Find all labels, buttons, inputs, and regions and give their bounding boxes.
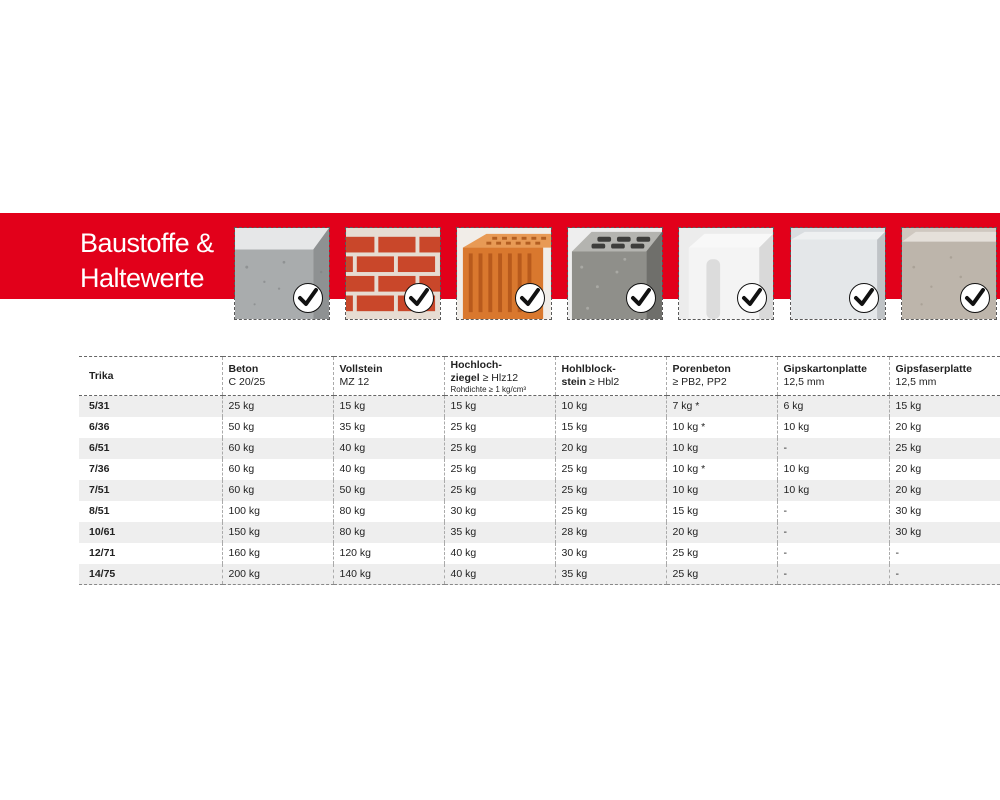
header-sublabel: MZ 12 xyxy=(339,376,370,388)
table-cell: 15 kg xyxy=(444,396,555,417)
table-cell: 7/51 xyxy=(79,480,222,501)
table-cell: 25 kg xyxy=(222,396,333,417)
header-label-2: ziegel xyxy=(450,372,480,384)
table-row xyxy=(79,417,1000,438)
table-cell: 7/36 xyxy=(89,463,110,475)
table-cell: 25 kg xyxy=(555,480,666,501)
table-cell: 15 kg xyxy=(555,417,666,438)
checkmark-icon xyxy=(515,283,545,313)
table-row xyxy=(79,543,1000,564)
column-header-trika xyxy=(79,357,222,396)
table-cell: 10 kg xyxy=(666,438,777,459)
header-sublabel: ≥ Hbl2 xyxy=(588,376,620,388)
page-title-line-1: Baustoffe & xyxy=(80,228,214,258)
table-cell: 80 kg xyxy=(333,522,444,543)
table-cell: 50 kg xyxy=(222,417,333,438)
checkmark-icon xyxy=(737,283,767,313)
table-cell: 30 kg xyxy=(444,501,555,522)
header-sublabel: C 20/25 xyxy=(228,376,266,388)
table-cell: 15 kg xyxy=(889,396,1000,417)
table-cell: 20 kg xyxy=(889,417,1000,438)
table-cell: 25 kg xyxy=(666,564,777,585)
table-cell: 160 kg xyxy=(222,543,333,564)
table-cell: 6/51 xyxy=(79,438,222,459)
header-label: Porenbeton xyxy=(672,363,731,375)
table-cell: - xyxy=(889,543,1000,564)
table-cell: 30 kg xyxy=(555,543,666,564)
table-cell: 15 kg xyxy=(333,396,444,417)
table-row xyxy=(79,501,1000,522)
table-cell: 40 kg xyxy=(333,438,444,459)
table-cell: 6 kg xyxy=(777,396,889,417)
column-header-vollstein xyxy=(333,357,444,396)
checkmark-icon xyxy=(849,283,879,313)
table-cell: - xyxy=(777,438,889,459)
table-cell: 40 kg xyxy=(444,564,555,585)
material-tile-gipsfaserplatte xyxy=(901,227,997,320)
table-cell: 14/75 xyxy=(79,564,222,585)
table-cell: 200 kg xyxy=(222,564,333,585)
table-cell: 25 kg xyxy=(444,459,555,480)
table-cell: 15 kg xyxy=(666,501,777,522)
table-cell: 25 kg xyxy=(444,480,555,501)
table-cell: - xyxy=(777,543,889,564)
table-row xyxy=(79,396,1000,417)
table-cell: 60 kg xyxy=(222,438,333,459)
table-cell: 25 kg xyxy=(889,438,1000,459)
header-sublabel: 12,5 mm xyxy=(783,376,825,388)
header-sublabel: ≥ Hlz12 xyxy=(482,372,519,384)
header-label: Vollstein xyxy=(339,363,383,375)
table-cell: 8/51 xyxy=(89,505,110,517)
material-tile-beton xyxy=(234,227,330,320)
header-label: Beton xyxy=(228,363,259,375)
material-tile-vollstein xyxy=(345,227,441,320)
table-cell: - xyxy=(777,522,889,543)
header-label: Gipskartonplatte xyxy=(783,363,867,375)
table-row xyxy=(79,522,1000,543)
table-cell: 5/31 xyxy=(79,396,222,417)
material-tile-hochlochziegel xyxy=(456,227,552,320)
material-tile-porenbeton xyxy=(678,227,774,320)
header-sublabel: 12,5 mm xyxy=(895,376,937,388)
material-tile-hohlblockstein xyxy=(567,227,663,320)
page-title-line-2: Haltewerte xyxy=(80,263,205,293)
table-cell: 150 kg xyxy=(222,522,333,543)
table-cell: 20 kg xyxy=(555,438,666,459)
table-cell: 40 kg xyxy=(333,459,444,480)
page-title xyxy=(80,226,220,296)
column-header-porenbeton xyxy=(666,357,777,396)
table-cell: 7 kg * xyxy=(666,396,777,417)
table-cell: 25 kg xyxy=(666,543,777,564)
table-cell: 40 kg xyxy=(444,543,555,564)
table-cell: 100 kg xyxy=(222,501,333,522)
header-sublabel: ≥ PB2, PP2 xyxy=(672,376,727,388)
table-cell: 10 kg xyxy=(777,480,889,501)
checkmark-icon xyxy=(960,283,990,313)
table-cell: 10 kg * xyxy=(666,417,777,438)
table-cell: 10/61 xyxy=(79,522,222,543)
table-cell: 120 kg xyxy=(333,543,444,564)
header-label-2: stein xyxy=(561,376,587,388)
column-header-beton xyxy=(222,357,333,396)
column-header-gipsfaserplatte xyxy=(889,357,1000,396)
table-cell: 30 kg xyxy=(889,501,1000,522)
table-cell: 80 kg xyxy=(333,501,444,522)
table-cell: 25 kg xyxy=(444,417,555,438)
table-cell: 6/36 xyxy=(89,421,110,433)
table-cell: 20 kg xyxy=(889,459,1000,480)
table-cell: 25 kg xyxy=(444,438,555,459)
table-cell: - xyxy=(889,564,1000,585)
table-row xyxy=(79,480,1000,501)
table-row xyxy=(79,459,1000,480)
table-cell: 60 kg xyxy=(222,459,333,480)
header-label: Gipsfaserplatte xyxy=(895,363,972,375)
table-cell: 20 kg xyxy=(889,480,1000,501)
checkmark-icon xyxy=(293,283,323,313)
column-header-hohlblockstein xyxy=(555,357,666,396)
table-cell: 10 kg xyxy=(666,480,777,501)
table-cell: 20 kg xyxy=(666,522,777,543)
table-cell: - xyxy=(777,564,889,585)
table-cell: 140 kg xyxy=(333,564,444,585)
table-cell: 35 kg xyxy=(555,564,666,585)
table-cell: 35 kg xyxy=(333,417,444,438)
table-cell: 10 kg xyxy=(777,459,889,480)
table-cell: - xyxy=(777,501,889,522)
load-values-table xyxy=(79,356,1000,585)
table-cell: 10 kg xyxy=(555,396,666,417)
table-cell: 60 kg xyxy=(222,480,333,501)
header-label: Trika xyxy=(89,369,114,382)
checkmark-icon xyxy=(404,283,434,313)
table-cell: 28 kg xyxy=(555,522,666,543)
table-cell: 10 kg * xyxy=(666,459,777,480)
table-row xyxy=(79,564,1000,585)
table-row xyxy=(79,438,1000,459)
table-cell: 25 kg xyxy=(555,459,666,480)
table-cell: 50 kg xyxy=(333,480,444,501)
table-cell: 35 kg xyxy=(444,522,555,543)
table-cell: 12/71 xyxy=(89,547,116,559)
header-note: Rohdichte ≥ 1 kg/cm³ xyxy=(450,385,527,394)
table-header-row xyxy=(79,357,1000,396)
table-cell: 25 kg xyxy=(555,501,666,522)
checkmark-icon xyxy=(626,283,656,313)
table-cell: 30 kg xyxy=(889,522,1000,543)
header-label: Hochloch- xyxy=(450,359,502,371)
column-header-hochlochziegel xyxy=(444,357,555,396)
header-label: Hohlblock- xyxy=(561,363,616,375)
table-cell: 10 kg xyxy=(777,417,889,438)
material-tile-gipskartonplatte xyxy=(790,227,886,320)
column-header-gipskartonplatte xyxy=(777,357,889,396)
